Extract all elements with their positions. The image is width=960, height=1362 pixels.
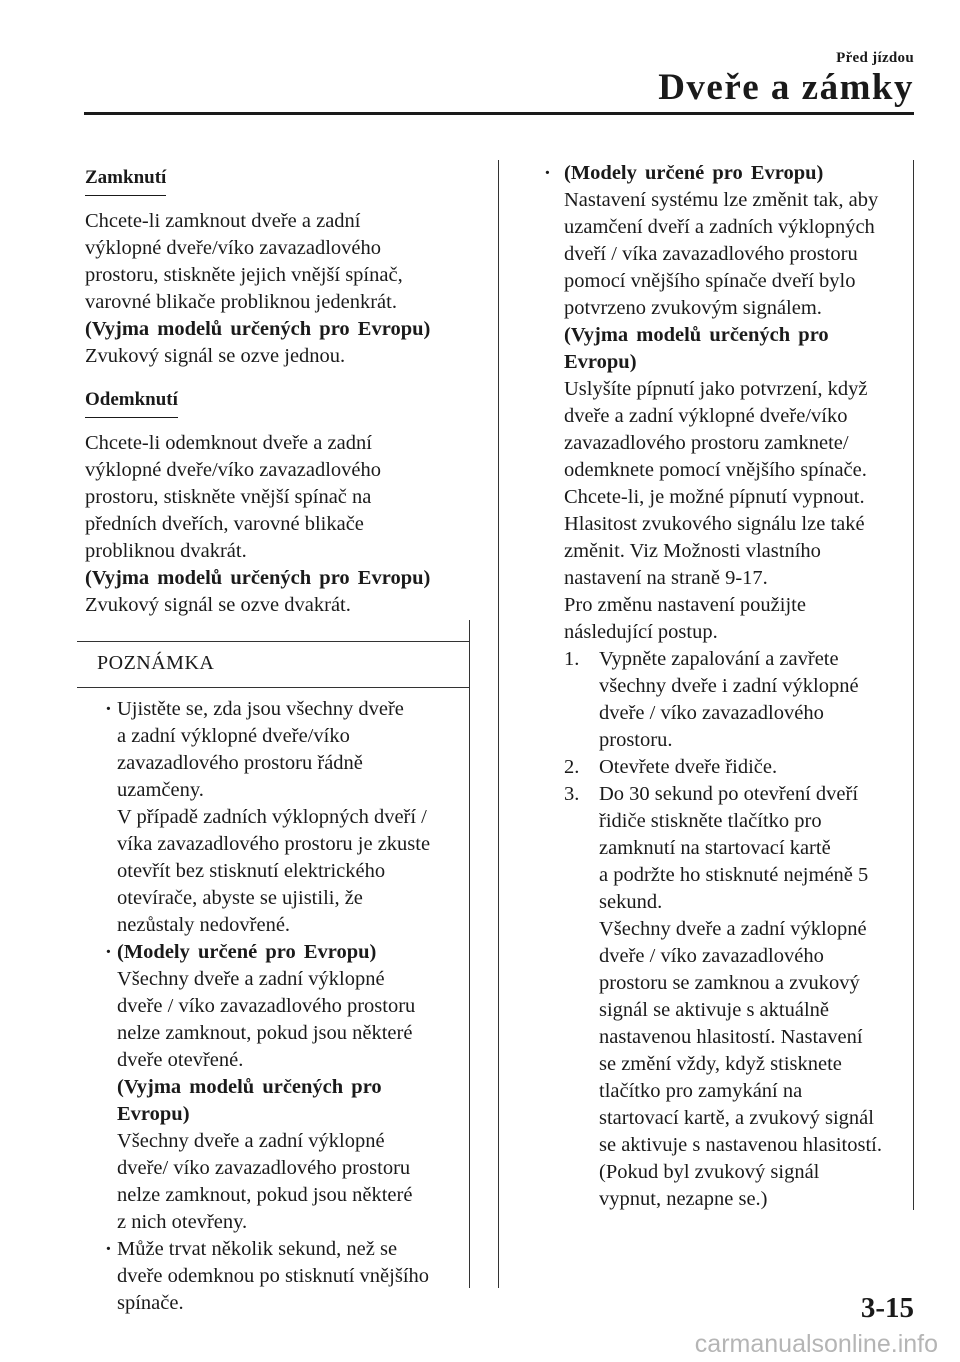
watermark: carmanualsonline.info [694,1330,938,1358]
note-item: · Ujistěte se, zda jsou všechny dveře a zadní výklopné dveře/víko zavazadlového prostoru řádně uzamčeny. V případě zadních výklopných dveří / víka zavazadlového prostoru je zkuste otevřít bez stisknutí elektrického otevírače, abyste se ujistili, že nezůstaly nedovřené. [105,698,431,936]
page-number: 3-15 [860,1292,914,1324]
column-rule-middle [498,160,499,1288]
step-item: 2. Otevřete dveře řidiče. [564,756,778,778]
step-item: 3. Do 30 sekund po otevření dveří řidiče stiskněte tlačítko pro zamknutí na startovací kartě a podržte ho stisknuté nejméně 5 sekund. Všechny dveře a zadní výklopné dveře / víko zavazadlového prostoru se zamknou a zvukový signál se aktivuje s aktuálně nastavenou hlasitostí. Nastavení se změní vždy, když stisknete tlačítko pro zamykání na startovací kartě, a zvukový signál se aktivuje s nastavenou hlasitostí. (Pokud byl zvukový signál vypnut, nezapne se.) [564,783,882,1210]
note-box [77,641,469,1325]
lock-heading: Zamknutí [85,164,166,196]
note-item: · Může trvat několik sekund, než se dveře odemknou po stisknutí vnějšího spínače. [105,1238,430,1314]
page-title: Dveře a zámky [658,67,914,108]
bullet: · [105,698,112,720]
unlock-text: Chcete-li odemknout dveře a zadní výklopné dveře/víko zavazadlového prostoru, stiskněte vnější spínač na předních dveřích, varovné blikače probliknou dvakrát. (Vyjma modelů určených pro Evropu) Zvukový signál se ozve dvakrát. [85,430,469,619]
unlock-except-heading: (Vyjma modelů určených pro Evropu) [85,567,431,589]
lock-except-heading: (Vyjma modelů určených pro Evropu) [85,318,431,340]
column-rule-right [913,160,914,1210]
note-title: POZNÁMKA [77,642,469,688]
bullet: · [105,941,112,963]
europe-item: · (Modely určené pro Evropu) Nastavení systému lze změnit tak, aby uzamčení dveří a zadních výklopných dveří / víka zavazadlového prostoru pomocí vnějšího spínače dveří bylo potvrzeno zvukovým signálem. (Vyjma modelů určených pro Evropu) Uslyšíte pípnutí jako potvrzení, když dveře a zadní výklopné dveře/víko zavazadlového prostoru zamknete/ odemknete pomocí vnějšího spínače. Chcete-li, je možné pípnutí vypnout. Hlasitost zvukového signálu lze také změnit. Viz Možnosti vlastního nastavení na straně 9-17. Pro změnu nastavení použijte následující postup. [544,162,879,643]
lock-except-text: Zvukový signál se ozve jednou. [85,345,346,367]
header-rule [84,112,914,115]
lock-text: Chcete-li zamknout dveře a zadní výklopné dveře/víko zavazadlového prostoru, stiskněte jejich vnější spínač, varovné blikače probliknou jedenkrát. (Vyjma modelů určených pro Evropu) Zvukový signál se ozve jednou. [85,208,469,370]
header-section: Před jízdou [836,50,914,66]
left-column [77,160,469,1325]
step-item: 1. Vypněte zapalování a zavřete všechny dveře i zadní výklopné dveře / víko zavazadlového prostoru. [564,648,859,751]
note-item: · (Modely určené pro Evropu) Všechny dveře a zadní výklopné dveře / víko zavazadlového prostoru nelze zamknout, pokud jsou některé dveře otevřené. (Vyjma modelů určených pro Evropu) Všechny dveře a zadní výklopné dveře/ víko zavazadlového prostoru nelze zamknout, pokud jsou některé z nich otevřeny. [105,941,416,1233]
unlock-heading: Odemknutí [85,386,178,418]
bullet: · [544,162,551,184]
unlock-except-text: Zvukový signál se ozve dvakrát. [85,594,351,616]
column-rule-left [469,620,470,1288]
bullet: · [105,1238,112,1260]
right-column [540,160,905,1213]
